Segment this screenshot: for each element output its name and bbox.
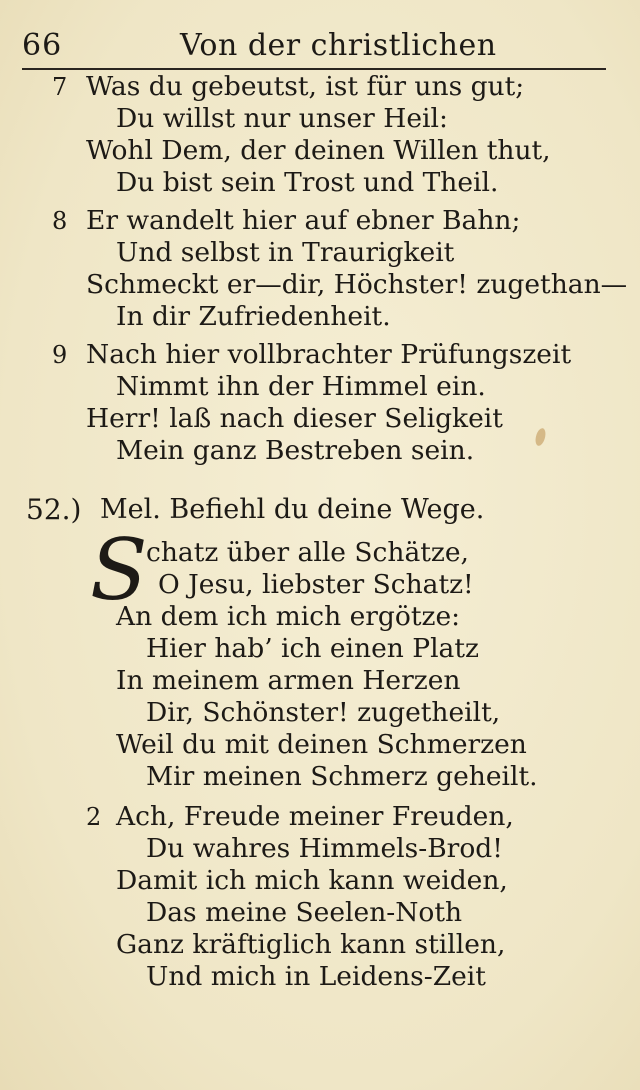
verse-line: Und mich in Leidens-Zeit [146,961,486,992]
page-number: 66 [22,28,63,63]
paper-stain [534,427,547,447]
page-header [22,22,612,66]
verse-line: Ach, Freude meiner Freuden, [116,801,514,832]
verse-line: Du bist sein Trost und Theil. [116,167,499,198]
hymn-number: 52.) [26,493,82,526]
stanza-number: 9 [52,341,68,369]
drop-cap: S [90,521,148,619]
stanza-number: 2 [86,803,102,831]
verse-line: Ganz kräftiglich kann stillen, [116,929,506,960]
verse-line: Und selbst in Traurigkeit [116,237,455,268]
verse-line: Was du gebeutst, ist für uns gut; [86,71,525,102]
verse-line: Nimmt ihn der Himmel ein. [116,371,486,402]
verse-line: Mir meinen Schmerz geheilt. [146,761,538,792]
verse-line: Du wahres Himmels-Brod! [146,833,503,864]
verse-line: Wohl Dem, der deinen Willen thut, [86,135,551,166]
verse-line: Er wandelt hier auf ebner Bahn; [86,205,521,236]
stanza-number: 8 [52,207,68,235]
verse-line: Weil du mit deinen Schmerzen [116,729,527,760]
verse-line: Herr! laß nach dieser Seligkeit [86,403,503,434]
header-rule [22,68,606,70]
verse-line: Hier hab’ ich einen Platz [146,633,479,664]
verse-line: Damit ich mich kann weiden, [116,865,508,896]
verse-line: Nach hier vollbrachter Prüfungszeit [86,339,572,370]
stanza-number: 7 [52,73,68,101]
running-head: Von der christlichen [180,28,497,63]
verse-line: O Jesu, liebster Schatz! [158,569,474,600]
verse-line: An dem ich mich ergötze: [116,601,461,632]
verse-line: chatz über alle Schätze, [146,537,469,568]
melody-line: Mel. Befiehl du deine Wege. [100,494,485,525]
verse-line: Das meine Seelen-Noth [146,897,463,928]
verse-line: In dir Zufriedenheit. [116,301,391,332]
verse-line: Du willst nur unser Heil: [116,103,448,134]
verse-line: Dir, Schönster! zugetheilt, [146,697,501,728]
verse-line: In meinem armen Herzen [116,665,461,696]
verse-line: Mein ganz Bestreben sein. [116,435,475,466]
verse-line: Schmeckt er—dir, Höchster! zugethan— [86,269,628,300]
